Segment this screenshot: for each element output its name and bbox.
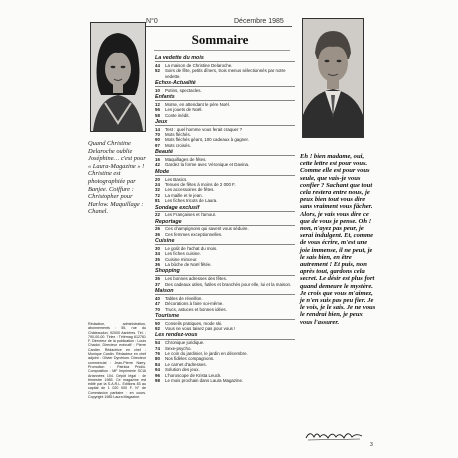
toc-item [155, 198, 295, 203]
toc-page-number: 70 [155, 132, 160, 138]
toc-page-number: 37 [155, 281, 160, 287]
toc-page-number: 94 [155, 367, 160, 373]
toc-item [155, 212, 295, 217]
toc-item-text: Soirs de fête, petits dîners, trois menus sélectionnés par notre vedette. [165, 68, 286, 79]
toc-section-title: Les rendez-vous [155, 332, 295, 339]
toc-section-title: Enfants [155, 94, 295, 101]
toc-item-text: La maison de Christine Delaroche. [165, 62, 233, 68]
toc-item-text: Les accessoires de fêtes. [165, 187, 215, 193]
toc-page-number: 50 [155, 320, 160, 326]
toc-item-text: Mots fléchés géant, 100 cadeaux à gagner. [165, 137, 249, 143]
toc-item-text: Les Basics. [165, 176, 188, 182]
toc-section [155, 238, 295, 267]
toc-item-text: Moïse, en attendant le père Noël. [165, 101, 230, 107]
toc-page-number: 36 [155, 262, 160, 268]
toc-section-title: Beauté [155, 149, 295, 156]
editorial-credits: Rédaction, administration, abonnements : 55, rue du Châteaudun, 92000 Asnières. Tél. : 790-00-00. Télex : Télémag 612761 F. Directeur de la publication : Louis Chadot. Directeur exécutif : Pierre Cardier. Rédactrice en chef : Monique Cardin. Rédacteur en chef adjoint : Olivier Dyrchlom. Directeur commercial : Jean-Pierre Narry. Promotion : Patricia Priollo. Composition : MF Imprimerie SCIA Artannées 104. Dépôt légal : 4e trimestre 1985. Ce magazine est édité par la S.A.R.L. Editions 83 au capital de 1 020 000 F. N° de Commission paritaire : en cours. Copyright 1985 Laura Magazine. [88, 322, 146, 400]
toc-page-number: 98 [155, 377, 160, 383]
toc-item-text: Les fiches tricots de Laura. [165, 198, 218, 204]
toc-item-text: Maquillages de fêtes. [165, 156, 207, 162]
toc-section [155, 169, 295, 204]
toc-page-number: 58 [155, 112, 160, 118]
cover-caption: Quand Christine Delaroche oublie Joséphine… c'est pour « Laura-Magazine » ! Christine est photographiée par Banjee. Coiffure : Christopher pour Harlow. Maquillage : Chanel. [88, 140, 146, 216]
toc-item-text: Conte inédit. [165, 112, 190, 118]
toc-item-text: Tables de réveillon. [165, 295, 203, 301]
toc-item-text: Le coin du jardinier, le jardin en décembre. [165, 350, 248, 356]
toc-page-number: 44 [155, 62, 160, 68]
toc-item [155, 262, 295, 267]
toc-page-number: 96 [155, 372, 160, 378]
toc-item [155, 326, 295, 331]
toc-page-number: 22 [155, 212, 160, 218]
toc-section [155, 332, 295, 383]
toc-page-number: 12 [155, 101, 160, 107]
signature [304, 428, 364, 442]
toc-section-title: Cuisine [155, 238, 295, 245]
toc-item [155, 282, 295, 287]
toc-item-text: Des cadeaux utiles, futiles et branchés pour elle, lui et la maison. [165, 281, 292, 287]
toc-item-text: Tenues de fêtes à moins de 2 000 F. [165, 181, 236, 187]
toc-page-number: 40 [155, 295, 160, 301]
toc-page-number: 90 [155, 137, 160, 143]
toc-item [155, 68, 295, 79]
toc-page-number: 36 [155, 276, 160, 282]
toc-item-text: Les jouets de Noël. [165, 107, 203, 113]
toc-item-text: Le goût de l'achat du mois. [165, 245, 218, 251]
toc-item-text: Le mois prochain dans Laura Magazine. [165, 377, 244, 383]
toc-page-number: 81 [155, 198, 160, 204]
toc-page-number: 36 [155, 231, 160, 237]
toc-section-title: Jeux [155, 119, 295, 126]
toc-page-number: 10 [155, 87, 160, 93]
toc-page-number: 92 [155, 326, 160, 332]
toc-item-text: La bûche de Noël fêtée. [165, 262, 212, 268]
toc-item-text: Gardez la forme avec Véronique et Davina. [165, 162, 250, 168]
toc-item [155, 162, 295, 167]
toc-page-number: 47 [155, 301, 160, 307]
toc-page-number: 76 [155, 350, 160, 356]
toc-item-text: Ces champignons qui savent vous séduire. [165, 226, 249, 232]
toc-page-number: 35 [155, 256, 160, 262]
toc-page-number: 54 [155, 340, 160, 346]
toc-section-title: Tourisme [155, 313, 295, 320]
toc-item-text: Trucs, astuces et bonnes idées. [165, 306, 227, 312]
toc-item [155, 88, 295, 93]
toc-section [155, 55, 295, 79]
toc-item-text: Potins, spectacles. [165, 87, 202, 93]
toc-item-text: Test : quel homme vous ferait craquer ? [165, 126, 243, 132]
cover-star-photo [90, 22, 146, 132]
toc-section-title: Sondage exclusif [155, 205, 295, 212]
toc-section-title: Shopping [155, 268, 295, 275]
toc-page-number: 30 [155, 245, 160, 251]
toc-page-number: 16 [155, 156, 160, 162]
issue-number: N°0 [146, 18, 158, 25]
toc-section-title: Reportage [155, 219, 295, 226]
page-title: Sommaire [191, 32, 249, 47]
toc-section-title: Mode [155, 169, 295, 176]
toc-page-number: 74 [155, 345, 160, 351]
toc-item-text: Vous ne vous taisez pas pour vous ! [165, 326, 236, 332]
title-rule [154, 50, 290, 51]
toc-section-title: Maison [155, 288, 295, 295]
toc-page-number: 80 [155, 356, 160, 362]
toc-section [155, 313, 295, 332]
toc-item-text: Les Françaises et l'amour. [165, 212, 217, 218]
issue-date: Décembre 1985 [234, 18, 284, 25]
toc-section-title: Echos-Actualité [155, 80, 295, 87]
toc-item-text: Conseils pratiques, mode ski. [165, 320, 223, 326]
toc-section-title: La vedette du mois [155, 55, 295, 62]
toc-item-text: La maille et le jean. [165, 192, 203, 198]
toc-page-number: 42 [155, 162, 160, 168]
toc-item-text: Mots fléchés. [165, 132, 191, 138]
toc-item-text: L'horoscope de Krista Leuck. [165, 372, 222, 378]
toc-page-number: 84 [155, 361, 160, 367]
toc-page-number: 32 [155, 187, 160, 193]
toc-item [155, 143, 295, 148]
toc-page-number: 24 [155, 181, 160, 187]
header-rule [146, 26, 292, 27]
toc-item-text: Les bonnes adresses des fêtes. [165, 276, 227, 282]
editor-photo [302, 18, 364, 138]
toc-item-text: Le carnet d'adresses. [165, 361, 207, 367]
toc-section [155, 288, 295, 312]
toc-page-number: 70 [155, 306, 160, 312]
table-of-contents [155, 55, 295, 384]
page-number: 3 [370, 442, 373, 448]
toc-item-text: Nos fidèles compagnons. [165, 356, 215, 362]
editorial-letter: Eh ! bien madame, oui, cette lettre est pour vous. Comme elle est pour vous seule, que vais-je vous confier ? Sachant que tout cela restera entre nous, je peux bien tout vous dire sans vraiment vous fâcher. Alors, je vais vous dire ce que de vous je pense. Oh ! non, n'ayez pas peur, je serai indulgent. Et, comme de vous écrire, m'est une joie immense, il ne peut, je le sais bien, en être autrement ! Et puis, non après tout, gardons cela secret. Le désir est plus fort quand demeure le mystère. Je crois que vous m'aimez, je n'en suis pas peu fier. Je le vois, je le sais. Je ne vous le rendrai bien, je peux vous l'assurer. [300, 153, 376, 326]
toc-page-number: 52 [155, 68, 160, 74]
toc-item-text: Chronique juridique. [165, 340, 205, 346]
toc-page-number: 26 [155, 226, 160, 232]
toc-page-number: 72 [155, 192, 160, 198]
toc-section [155, 268, 295, 287]
toc-item-text: Sexe-psycho. [165, 345, 192, 351]
toc-page-number: 56 [155, 107, 160, 113]
toc-item [155, 232, 295, 237]
toc-page-number: 20 [155, 176, 160, 182]
toc-item-text: Solution des jeux. [165, 367, 200, 373]
toc-page-number: 14 [155, 126, 160, 132]
toc-item-text: Mots croisés. [165, 142, 191, 148]
toc-section [155, 80, 295, 93]
toc-item-text: Les fiches cuisine. [165, 251, 201, 257]
toc-item-text: Cuisine minceur. [165, 256, 198, 262]
toc-section [155, 205, 295, 218]
toc-page-number: 97 [155, 142, 160, 148]
toc-section [155, 149, 295, 168]
toc-page-number: 34 [155, 251, 160, 257]
toc-section [155, 219, 295, 238]
toc-item-text: Ces femmes exceptionnelles. [165, 231, 223, 237]
toc-item [155, 378, 295, 383]
toc-item-text: Décorations à faire soi-même. [165, 301, 224, 307]
toc-section [155, 94, 295, 118]
toc-item [155, 307, 295, 312]
toc-item [155, 113, 295, 118]
toc-section [155, 119, 295, 148]
